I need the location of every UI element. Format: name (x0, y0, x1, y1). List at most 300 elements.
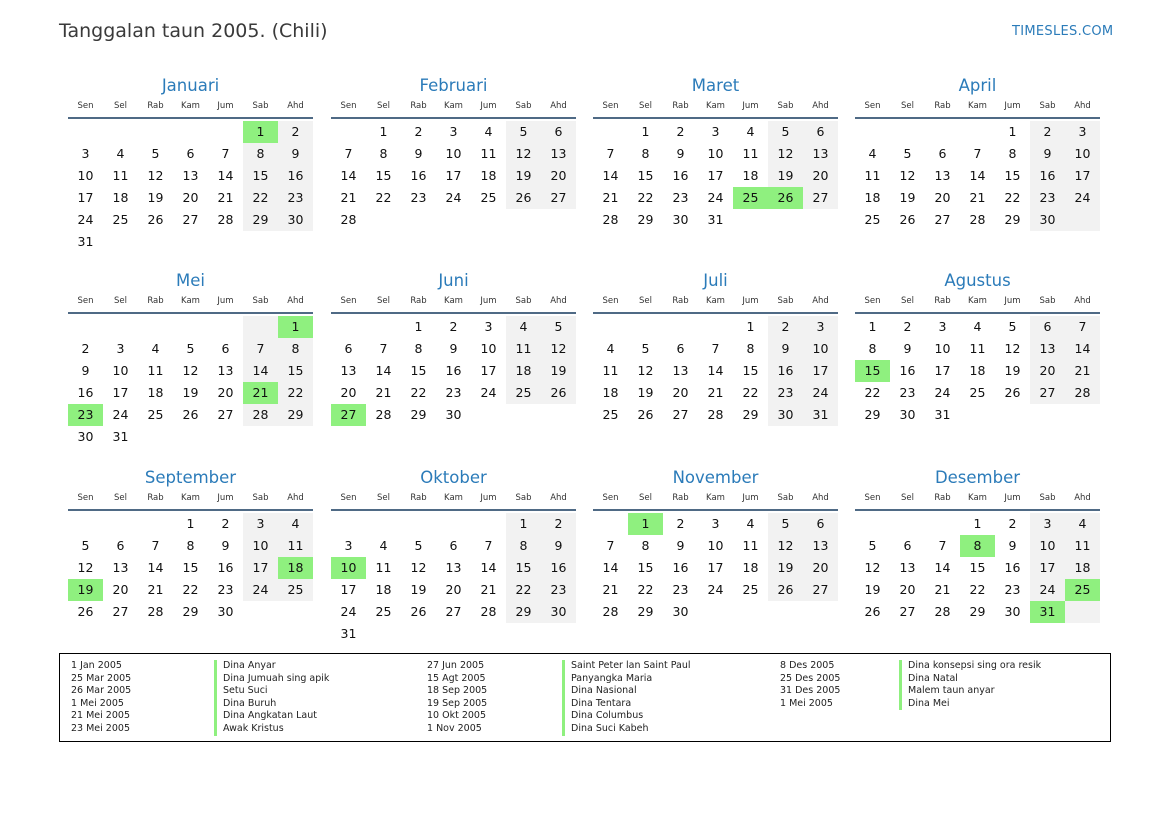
month-agustus (855, 271, 1100, 471)
holiday-day-cell: 19 (68, 579, 103, 601)
weekday-label: Jum (742, 296, 759, 306)
day-cell: 28 (1074, 385, 1091, 400)
day-cell: 25 (147, 407, 164, 422)
month-mei (68, 271, 313, 471)
month-title: Agustus (944, 271, 1011, 290)
day-cell: 26 (864, 604, 881, 619)
day-cell: 25 (969, 385, 986, 400)
day-cell: 4 (868, 146, 877, 161)
weekday-label: Sel (114, 296, 127, 306)
day-cell: 7 (711, 341, 720, 356)
day-cell: 10 (1039, 538, 1056, 553)
holiday-legend (59, 653, 1111, 742)
day-cell: 22 (969, 582, 986, 597)
day-cell: 10 (812, 341, 829, 356)
day-cell: 31 (707, 212, 724, 227)
weekday-label: Sen (602, 493, 619, 503)
day-cell: 7 (606, 146, 615, 161)
holiday-day-cell: 23 (68, 404, 103, 426)
day-cell: 15 (742, 363, 759, 378)
day-cell: 8 (519, 538, 528, 553)
legend-holiday-name: Panyangka Maria (562, 673, 691, 686)
day-cell: 30 (672, 604, 689, 619)
weekday-label: Jum (217, 493, 234, 503)
day-cell: 6 (344, 341, 353, 356)
day-cell: 16 (1004, 560, 1021, 575)
day-cell: 19 (550, 363, 567, 378)
day-cell: 19 (777, 168, 794, 183)
day-cell: 20 (182, 190, 199, 205)
header-divider (331, 117, 576, 119)
day-cell: 21 (969, 190, 986, 205)
holiday-day-cell: 18 (278, 557, 313, 579)
weekday-label: Kam (968, 101, 987, 111)
day-cell: 23 (672, 582, 689, 597)
legend-date: 8 Des 2005 (780, 660, 835, 671)
weekday-label: Rab (147, 101, 164, 111)
month-desember (855, 468, 1100, 668)
header-divider (68, 509, 313, 511)
day-cell: 28 (217, 212, 234, 227)
day-cell: 19 (147, 190, 164, 205)
day-cell: 25 (112, 212, 129, 227)
day-cell: 26 (77, 604, 94, 619)
day-cell: 22 (182, 582, 199, 597)
day-cell: 27 (217, 407, 234, 422)
day-cell: 2 (781, 319, 790, 334)
weekday-label: Kam (444, 101, 463, 111)
day-cell: 2 (449, 319, 458, 334)
day-cell: 5 (1008, 319, 1017, 334)
day-cell: 19 (899, 190, 916, 205)
day-cell: 24 (480, 385, 497, 400)
day-cell: 1 (379, 124, 388, 139)
day-cell: 12 (899, 168, 916, 183)
day-cell: 29 (864, 407, 881, 422)
day-cell: 2 (676, 516, 685, 531)
day-cell: 2 (1008, 516, 1017, 531)
day-cell: 4 (291, 516, 300, 531)
day-cell: 21 (602, 190, 619, 205)
day-cell: 14 (602, 560, 619, 575)
legend-holiday-name: Setu Suci (214, 685, 329, 698)
weekday-label: Kam (968, 296, 987, 306)
day-cell: 16 (899, 363, 916, 378)
day-cell: 8 (186, 538, 195, 553)
day-cell: 30 (1004, 604, 1021, 619)
day-cell: 13 (899, 560, 916, 575)
weekday-label: Sab (1039, 101, 1056, 111)
day-cell: 25 (742, 582, 759, 597)
day-cell: 25 (375, 604, 392, 619)
weekday-label: Jum (217, 101, 234, 111)
day-cell: 26 (550, 385, 567, 400)
day-cell: 3 (1043, 516, 1052, 531)
weekday-label: Sel (377, 101, 390, 111)
month-title: Mei (176, 271, 205, 290)
day-cell: 26 (515, 190, 532, 205)
weekday-header (593, 101, 838, 113)
day-cell: 4 (519, 319, 528, 334)
day-cell: 28 (934, 604, 951, 619)
day-cell: 10 (707, 538, 724, 553)
day-cell: 11 (742, 538, 759, 553)
weekday-label: Jum (742, 101, 759, 111)
weekday-label: Kam (181, 296, 200, 306)
day-cell: 15 (969, 560, 986, 575)
day-cell: 11 (864, 168, 881, 183)
day-cell: 15 (375, 168, 392, 183)
day-cell: 3 (938, 319, 947, 334)
day-cell: 1 (519, 516, 528, 531)
day-cell: 28 (602, 604, 619, 619)
day-cell: 4 (1078, 516, 1087, 531)
day-cell: 17 (252, 560, 269, 575)
day-cell: 16 (77, 385, 94, 400)
weekday-header (855, 493, 1100, 505)
day-cell: 9 (676, 146, 685, 161)
legend-dates-column (780, 660, 840, 710)
holiday-day-cell: 15 (855, 360, 890, 382)
weekday-header (855, 101, 1100, 113)
day-cell: 26 (899, 212, 916, 227)
day-cell: 26 (777, 582, 794, 597)
day-cell: 11 (515, 341, 532, 356)
day-cell: 6 (116, 538, 125, 553)
weekday-label: Sel (114, 493, 127, 503)
day-cell: 29 (637, 604, 654, 619)
day-cell: 17 (1039, 560, 1056, 575)
weekday-header (331, 101, 576, 113)
day-cell: 5 (868, 538, 877, 553)
weekday-label: Ahd (550, 101, 567, 111)
legend-holiday-name: Saint Peter lan Saint Paul (562, 660, 691, 673)
day-cell: 22 (515, 582, 532, 597)
day-cell: 15 (182, 560, 199, 575)
day-cell: 3 (81, 146, 90, 161)
day-cell: 8 (1008, 146, 1017, 161)
day-cell: 14 (147, 560, 164, 575)
day-cell: 29 (287, 407, 304, 422)
day-cell: 15 (515, 560, 532, 575)
day-cell: 16 (1039, 168, 1056, 183)
weekday-label: Sab (252, 101, 269, 111)
day-cell: 30 (287, 212, 304, 227)
day-cell: 23 (550, 582, 567, 597)
day-cell: 28 (480, 604, 497, 619)
day-cell: 23 (899, 385, 916, 400)
weekday-label: Kam (444, 296, 463, 306)
day-cell: 18 (969, 363, 986, 378)
day-cell: 20 (217, 385, 234, 400)
day-cell: 5 (151, 146, 160, 161)
legend-date: 1 Mei 2005 (71, 697, 124, 709)
holiday-day-cell: 1 (628, 513, 663, 535)
day-cell: 26 (147, 212, 164, 227)
legend-date: 25 Mar 2005 (71, 672, 132, 684)
day-cell: 5 (903, 146, 912, 161)
day-cell: 4 (484, 124, 493, 139)
weekday-label: Sen (77, 493, 94, 503)
day-cell: 30 (217, 604, 234, 619)
legend-holiday-name: Dina Tentara (562, 698, 691, 711)
weekday-label: Sel (639, 101, 652, 111)
weekday-label: Rab (410, 493, 427, 503)
day-cell: 13 (812, 146, 829, 161)
day-cell: 3 (344, 538, 353, 553)
weekday-label: Sab (252, 493, 269, 503)
legend-date: 1 Mei 2005 (780, 697, 833, 709)
day-cell: 14 (217, 168, 234, 183)
legend-holiday-name: Awak Kristus (214, 723, 329, 736)
day-cell: 9 (1008, 538, 1017, 553)
day-cell: 11 (112, 168, 129, 183)
day-cell: 19 (1004, 363, 1021, 378)
day-cell: 15 (1004, 168, 1021, 183)
day-cell: 28 (340, 212, 357, 227)
day-cell: 1 (746, 319, 755, 334)
day-cell: 16 (777, 363, 794, 378)
day-cell: 7 (938, 538, 947, 553)
day-cell: 24 (707, 582, 724, 597)
day-cell: 28 (602, 212, 619, 227)
month-september (68, 468, 313, 668)
day-cell: 8 (746, 341, 755, 356)
day-cell: 19 (777, 560, 794, 575)
day-cell: 10 (1074, 146, 1091, 161)
site-brand-link[interactable]: TIMESLES.COM (1012, 24, 1114, 39)
day-cell: 2 (81, 341, 90, 356)
day-cell: 12 (515, 146, 532, 161)
day-cell: 30 (445, 407, 462, 422)
day-cell: 9 (903, 341, 912, 356)
day-cell: 15 (287, 363, 304, 378)
weekday-label: Rab (147, 493, 164, 503)
day-cell: 6 (186, 146, 195, 161)
legend-holiday-name: Dina Angkatan Laut (214, 710, 329, 723)
weekday-label: Jum (480, 101, 497, 111)
day-cell: 21 (602, 582, 619, 597)
day-cell: 17 (77, 190, 94, 205)
weekday-label: Rab (934, 101, 951, 111)
day-cell: 23 (672, 190, 689, 205)
day-cell: 10 (445, 146, 462, 161)
day-cell: 30 (899, 407, 916, 422)
day-cell: 13 (182, 168, 199, 183)
weekday-label: Ahd (1074, 296, 1091, 306)
day-cell: 18 (864, 190, 881, 205)
day-cell: 14 (340, 168, 357, 183)
weekday-label: Ahd (812, 296, 829, 306)
day-cell: 10 (707, 146, 724, 161)
header-divider (68, 117, 313, 119)
day-cell: 13 (934, 168, 951, 183)
day-cell: 21 (934, 582, 951, 597)
day-cell: 8 (868, 341, 877, 356)
month-januari (68, 76, 313, 276)
legend-date: 19 Sep 2005 (427, 697, 488, 709)
day-cell: 16 (550, 560, 567, 575)
page-title: Tanggalan taun 2005. (Chili) (59, 20, 328, 42)
weekday-label: Sen (602, 296, 619, 306)
weekday-header (593, 296, 838, 308)
day-cell: 9 (449, 341, 458, 356)
weekday-label: Rab (934, 493, 951, 503)
day-cell: 24 (934, 385, 951, 400)
weekday-label: Sab (777, 101, 794, 111)
day-cell: 6 (938, 146, 947, 161)
legend-holiday-name: Dina Suci Kabeh (562, 723, 691, 736)
day-cell: 30 (550, 604, 567, 619)
day-cell: 1 (186, 516, 195, 531)
day-cell: 24 (252, 582, 269, 597)
holiday-day-cell: 25 (1065, 579, 1100, 601)
day-grid (331, 513, 576, 645)
legend-holiday-name: Dina Natal (899, 673, 1041, 686)
day-cell: 14 (934, 560, 951, 575)
day-cell: 27 (812, 582, 829, 597)
day-cell: 24 (812, 385, 829, 400)
weekday-label: Sen (77, 296, 94, 306)
day-cell: 7 (973, 146, 982, 161)
day-cell: 4 (746, 124, 755, 139)
weekday-label: Sel (377, 296, 390, 306)
day-cell: 20 (445, 582, 462, 597)
day-cell: 9 (291, 146, 300, 161)
day-cell: 8 (641, 538, 650, 553)
day-cell: 12 (637, 363, 654, 378)
day-cell: 1 (641, 124, 650, 139)
weekday-header (593, 493, 838, 505)
day-cell: 31 (812, 407, 829, 422)
weekday-label: Sab (252, 296, 269, 306)
day-cell: 10 (77, 168, 94, 183)
day-cell: 11 (375, 560, 392, 575)
day-cell: 11 (742, 146, 759, 161)
day-cell: 7 (379, 341, 388, 356)
day-cell: 31 (934, 407, 951, 422)
day-cell: 19 (410, 582, 427, 597)
month-title: April (958, 76, 997, 95)
weekday-label: Rab (934, 296, 951, 306)
day-cell: 2 (676, 124, 685, 139)
day-cell: 29 (515, 604, 532, 619)
legend-holiday-name: Malem taun anyar (899, 685, 1041, 698)
day-cell: 16 (410, 168, 427, 183)
day-cell: 17 (707, 168, 724, 183)
weekday-header (68, 296, 313, 308)
day-cell: 24 (445, 190, 462, 205)
day-cell: 14 (375, 363, 392, 378)
day-cell: 22 (252, 190, 269, 205)
day-cell: 9 (221, 538, 230, 553)
day-cell: 23 (287, 190, 304, 205)
day-cell: 21 (375, 385, 392, 400)
day-cell: 25 (864, 212, 881, 227)
day-cell: 31 (77, 234, 94, 249)
day-cell: 14 (1074, 341, 1091, 356)
weekday-label: Kam (444, 493, 463, 503)
weekday-label: Jum (480, 296, 497, 306)
weekday-label: Rab (672, 296, 689, 306)
legend-holiday-name: Dina Anyar (214, 660, 329, 673)
weekday-label: Sel (901, 101, 914, 111)
weekday-label: Sab (1039, 493, 1056, 503)
legend-date: 15 Agt 2005 (427, 672, 486, 684)
weekday-label: Rab (672, 493, 689, 503)
day-cell: 14 (252, 363, 269, 378)
day-cell: 5 (414, 538, 423, 553)
holiday-day-cell: 31 (1030, 601, 1065, 623)
day-cell: 6 (816, 124, 825, 139)
day-cell: 23 (777, 385, 794, 400)
day-cell: 26 (1004, 385, 1021, 400)
holiday-day-cell: 27 (331, 404, 366, 426)
day-cell: 6 (554, 124, 563, 139)
day-cell: 20 (1039, 363, 1056, 378)
month-title: Juli (703, 271, 728, 290)
weekday-label: Sel (639, 493, 652, 503)
legend-date: 25 Des 2005 (780, 672, 841, 684)
day-grid (68, 121, 313, 253)
day-cell: 18 (515, 363, 532, 378)
day-cell: 8 (291, 341, 300, 356)
day-cell: 6 (449, 538, 458, 553)
day-cell: 11 (287, 538, 304, 553)
day-cell: 7 (344, 146, 353, 161)
day-cell: 22 (1004, 190, 1021, 205)
month-title: September (144, 468, 237, 487)
day-cell: 10 (480, 341, 497, 356)
month-maret (593, 76, 838, 276)
day-cell: 13 (217, 363, 234, 378)
day-cell: 19 (515, 168, 532, 183)
weekday-label: Sel (901, 296, 914, 306)
weekday-label: Sab (515, 296, 532, 306)
day-cell: 18 (742, 168, 759, 183)
weekday-label: Sen (340, 493, 357, 503)
day-cell: 11 (480, 146, 497, 161)
day-cell: 29 (1004, 212, 1021, 227)
holiday-day-cell: 10 (331, 557, 366, 579)
weekday-label: Ahd (287, 101, 304, 111)
day-cell: 11 (602, 363, 619, 378)
day-cell: 21 (480, 582, 497, 597)
month-oktober (331, 468, 576, 668)
day-cell: 28 (707, 407, 724, 422)
day-grid (855, 316, 1100, 426)
weekday-label: Jum (1004, 296, 1021, 306)
day-cell: 20 (812, 560, 829, 575)
day-cell: 3 (711, 516, 720, 531)
day-cell: 8 (256, 146, 265, 161)
day-cell: 26 (182, 407, 199, 422)
day-grid (331, 121, 576, 231)
holiday-day-cell: 26 (768, 187, 803, 209)
day-cell: 9 (554, 538, 563, 553)
day-cell: 22 (375, 190, 392, 205)
weekday-label: Ahd (812, 493, 829, 503)
day-cell: 4 (973, 319, 982, 334)
header-divider (593, 312, 838, 314)
day-cell: 15 (252, 168, 269, 183)
legend-holiday-name: Dina konsepsi sing ora resik (899, 660, 1041, 673)
day-cell: 23 (1039, 190, 1056, 205)
day-cell: 11 (147, 363, 164, 378)
day-cell: 24 (1074, 190, 1091, 205)
day-cell: 16 (672, 168, 689, 183)
legend-names-column (214, 660, 329, 736)
